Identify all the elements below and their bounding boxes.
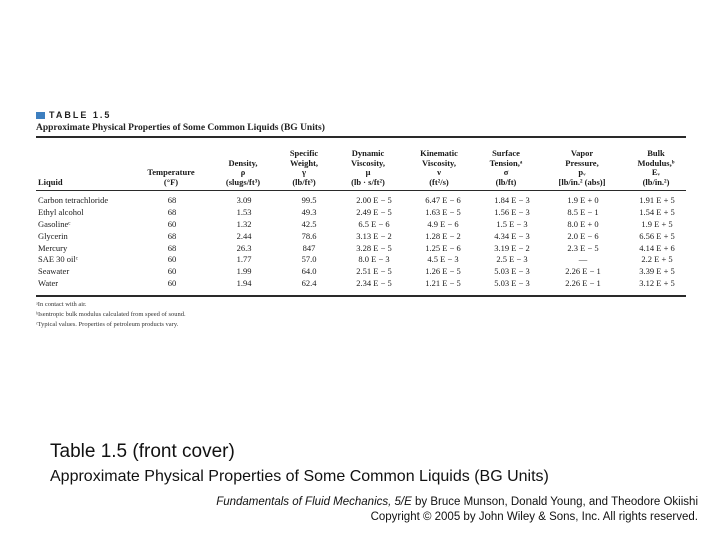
column-header-line: γ: [302, 167, 306, 177]
table-cell: 2.26 E − 1: [565, 278, 601, 289]
table-footnotes: [36, 300, 686, 330]
table-row: [36, 195, 686, 207]
table-title: Approximate Physical Properties of Some Common Liquids (BG Units): [36, 123, 325, 133]
column-header-line: Viscosity,: [422, 157, 456, 168]
table-cell: Glycerin: [38, 230, 68, 241]
properties-table: [36, 108, 686, 330]
table-row: [36, 219, 686, 231]
table-cell: 60: [167, 218, 177, 229]
column-header-line: Temperature: [147, 167, 195, 177]
table-row: [36, 243, 686, 255]
table-cell: 8.0 E + 0: [567, 218, 599, 229]
column-header-line: (lb/ft): [495, 176, 517, 187]
book-authors: by Bruce Munson, Donald Young, and Theodore Okiishi: [411, 496, 698, 508]
table-cell: 2.2 E + 5: [641, 254, 673, 265]
table-cell: Seawater: [38, 266, 70, 277]
table-cell: 99.5: [301, 195, 317, 205]
table-cell: 2.49 E − 5: [356, 206, 392, 217]
slide-caption: [50, 440, 549, 488]
table-cell: 2.26 E − 1: [565, 266, 601, 277]
table-cell: 1.32: [236, 218, 252, 229]
table-cell: Carbon tetrachloride: [38, 195, 109, 205]
table-cell: 49.3: [301, 206, 317, 217]
table-cell: 2.0 E − 6: [567, 230, 599, 241]
column-header-bulk-modulus: [626, 149, 686, 187]
table-cell: 1.63 E − 5: [425, 206, 461, 217]
column-header-line: Bulk: [647, 148, 665, 158]
table-cell: 1.91 E + 5: [639, 195, 675, 205]
table-header: [36, 138, 686, 190]
caption-subtitle: Approximate Physical Properties of Some Common Liquids (BG Units): [50, 468, 549, 485]
source-credit: [216, 495, 698, 525]
column-header-line: (slugs/ft³): [225, 176, 261, 187]
column-header-line: Eᵥ: [651, 167, 661, 177]
table-cell: 26.3: [236, 242, 252, 253]
table-cell: SAE 30 oilᶜ: [38, 254, 78, 265]
table-row: [36, 266, 686, 278]
column-header-line: [lb/in.² (abs)]: [558, 176, 606, 187]
table-cell: 1.28 E − 2: [425, 230, 461, 241]
column-header-kinematic-viscosity: [404, 149, 474, 187]
column-header-line: Dynamic: [351, 148, 385, 158]
caption-title: Table 1.5 (front cover): [50, 441, 235, 462]
column-header-surface-tension: [469, 149, 543, 187]
table-cell: 3.13 E − 2: [356, 230, 392, 241]
column-header-line: Vapor: [570, 148, 594, 158]
column-header-temperature: [136, 168, 206, 187]
table-cell: 6.5 E − 6: [358, 218, 390, 229]
table-cell: 1.53: [236, 206, 252, 217]
table-cell: 60: [167, 278, 177, 289]
table-cell: 4.5 E − 3: [427, 254, 459, 265]
table-cell: 1.9 E + 5: [641, 218, 673, 229]
table-cell: 60: [167, 254, 177, 265]
bottom-rule: [36, 295, 686, 297]
table-row: [36, 231, 686, 243]
credit-line: [216, 495, 698, 510]
table-cell: 64.0: [301, 266, 317, 277]
table-label: TABLE 1.5: [49, 110, 112, 120]
column-header-line: (lb/ft³): [292, 176, 316, 187]
table-cell: Ethyl alcohol: [38, 206, 84, 217]
table-cell: 68: [167, 206, 177, 217]
column-header-vapor-pressure: [541, 149, 623, 187]
column-header-dynamic-viscosity: [333, 149, 403, 187]
table-cell: 42.5: [301, 218, 317, 229]
table-cell: 78.6: [301, 230, 317, 241]
table-cell: 3.19 E − 2: [494, 242, 530, 253]
table-cell: 1.21 E − 5: [425, 278, 461, 289]
table-cell: 2.3 E − 5: [567, 242, 599, 253]
table-cell: 2.34 E − 5: [356, 278, 392, 289]
column-header-line: Tension,ᵃ: [489, 157, 523, 168]
table-cell: —: [578, 254, 588, 265]
table-cell: 2.00 E − 5: [356, 195, 392, 205]
column-header-line: μ: [365, 167, 371, 177]
table-cell: 1.94: [236, 278, 252, 289]
table-cell: 68: [167, 195, 177, 205]
column-header-line: Kinematic: [420, 148, 458, 158]
table-cell: 6.56 E + 5: [639, 230, 675, 241]
column-header-line: Specific: [289, 148, 319, 158]
table-cell: 4.34 E − 3: [494, 230, 530, 241]
table-heading: [36, 108, 686, 122]
column-header-line: Pressure,: [565, 157, 599, 168]
table-cell: 1.26 E − 5: [425, 266, 461, 277]
table-cell: 68: [167, 230, 177, 241]
table-cell: 2.5 E − 3: [496, 254, 528, 265]
table-cell: 2.44: [236, 230, 252, 241]
table-cell: 3.39 E + 5: [639, 266, 675, 277]
table-cell: Mercury: [38, 242, 68, 253]
column-header-line: Modulus,ᵇ: [637, 157, 675, 168]
table-cell: 1.56 E − 3: [494, 206, 530, 217]
column-header-specific-weight: [269, 149, 339, 187]
column-header-line: Density,: [228, 157, 258, 168]
footnote: ᵃIn contact with air.: [36, 301, 87, 309]
table-cell: 3.28 E − 5: [356, 242, 392, 253]
table-cell: 1.77: [236, 254, 252, 265]
table-cell: 3.09: [236, 195, 252, 205]
column-header-line: Weight,: [289, 157, 319, 168]
table-row: [36, 207, 686, 219]
column-header-line: (ft²/s): [429, 176, 449, 187]
column-header-line: Surface: [492, 148, 520, 158]
table-cell: 5.03 E − 3: [494, 278, 530, 289]
copyright-line: Copyright © 2005 by John Wiley & Sons, Inc. All rights reserved.: [370, 511, 698, 523]
book-title: Fundamentals of Fluid Mechanics, 5/E: [216, 496, 412, 508]
table-row: [36, 254, 686, 266]
table-cell: 5.03 E − 3: [494, 266, 530, 277]
table-cell: 4.9 E − 6: [427, 218, 459, 229]
table-cell: 6.47 E − 6: [425, 195, 461, 205]
table-body: [36, 191, 686, 294]
table-row: [36, 278, 686, 290]
table-cell: 4.14 E + 6: [639, 242, 675, 253]
table-cell: 8.5 E − 1: [567, 206, 599, 217]
column-header-line: (°F): [163, 176, 179, 187]
table-cell: 1.9 E + 0: [567, 195, 599, 205]
table-cell: 3.12 E + 5: [639, 278, 675, 289]
table-cell: Gasolineᶜ: [38, 218, 71, 229]
column-header-line: σ: [503, 167, 509, 177]
table-cell: 1.99: [236, 266, 252, 277]
column-header-line: ρ: [240, 167, 246, 177]
column-header-line: pᵥ: [578, 167, 586, 177]
footnote: ᶜTypical values. Properties of petroleum products vary.: [36, 321, 179, 329]
table-cell: Water: [38, 278, 59, 289]
table-cell: 8.0 E − 3: [358, 254, 390, 265]
footnote: ᵇIsentropic bulk modulus calculated from speed of sound.: [36, 311, 186, 319]
table-cell: 1.54 E + 5: [639, 206, 675, 217]
column-header-line: (lb/in.²): [642, 176, 670, 187]
table-cell: 62.4: [301, 278, 317, 289]
table-marker-icon: [36, 112, 45, 119]
column-header-line: ν: [437, 167, 441, 177]
table-cell: 847: [302, 242, 316, 253]
table-cell: 1.5 E − 3: [496, 218, 528, 229]
column-header-line: (lb · s/ft²): [351, 176, 385, 187]
table-cell: 1.25 E − 6: [425, 242, 461, 253]
table-cell: 1.84 E − 3: [494, 195, 530, 205]
table-cell: 60: [167, 266, 177, 277]
column-header-line: Viscosity,: [351, 157, 385, 168]
column-header-line: Liquid: [38, 176, 63, 187]
table-cell: 68: [167, 242, 177, 253]
table-cell: 57.0: [301, 254, 317, 265]
table-cell: 2.51 E − 5: [356, 266, 392, 277]
